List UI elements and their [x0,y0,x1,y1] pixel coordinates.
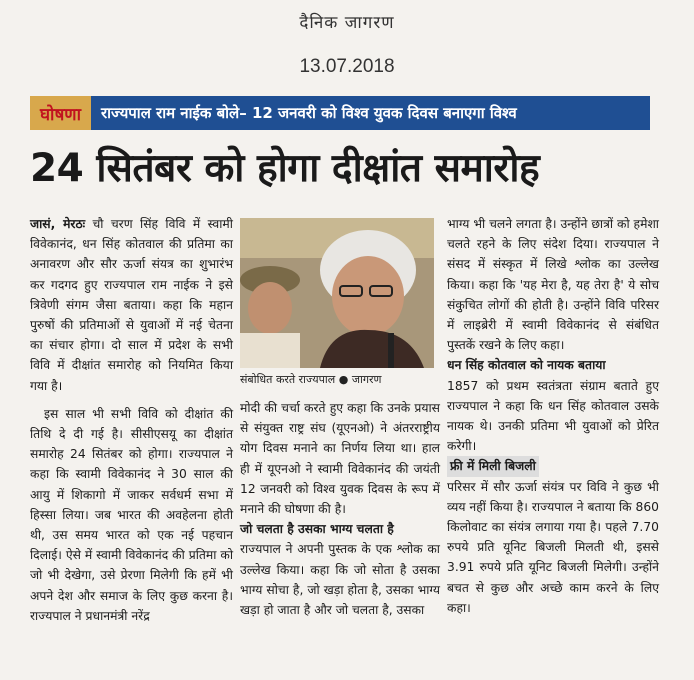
article-column-2 [240,398,440,620]
column-3-paragraph-2: 1857 को प्रथम स्वतंत्रता संग्राम बताते हुए राज्यपाल ने कहा कि धन सिंह कोतवाल उसके नायक थे। उनकी प्रतिमा भी युवाओं को प्रेरित करेगी। [447,378,659,454]
column-3-subheading-2: फ्री में मिली बिजली [447,456,539,476]
strap-text: राज्यपाल राम नाईक बोले– 12 जनवरी को विश्व युवक दिवस बनाएगा विश्व [100,104,517,122]
article-column-3 [447,214,659,618]
headline-strap [30,96,650,130]
column-1-paragraph-2: इस साल भी सभी विवि को दीक्षांत की तिथि दे दी गई है। सीसीएसयू का दीक्षांत समारोह 24 सितंबर को होगा। राज्यपाल ने कहा कि स्वामी विवेकानंद ने 30 साल की आयु में शिकागो में जाकर सर्वधर्म सभा में हिस्सा लिया। जब भारत की अवहेलना होती थी, उस समय भारत को एक नई पहचान दिलाई। ऐसे में स्वामी विवेकानंद की प्रतिमा को जो भी देखेगा, उसे प्रेरणा मिलेगी कि हमें भी अपने देश और समाज के लिए कुछ करना है। राज्यपाल ने प्रधानमंत्री नरेंद्र [30,406,233,623]
publication-date: 13.07.2018 [299,56,395,77]
column-3-paragraph-1: भाग्य भी चलने लगता है। उन्होंने छात्रों को हमेशा चलते रहने के लिए संदेश दिया। राज्यपाल ने संसद में संस्कृत में लिखे श्लोक का उल्लेख किया। कहा कि 'यह मेरा है, यह तेरा है' ये सोच संकुचित लोगों की होती है। उन्होंने विवि परिसर में लाइब्रेरी में स्वामी विवेकानंद से संबंधित पुस्तकें रखने के लिए कहा। [447,217,659,353]
photo-illustration [240,218,434,368]
column-1-text-1: चौ चरण सिंह विवि में स्वामी विवेकानंद, धन सिंह कोतवाल की प्रतिमा का अनावरण और सौर ऊर्जा संयत्र का शुभारंभ कर गदगद हुए राज्यपाल राम नाईक ने इसे त्रिवेणी संगम जैसा बताया। कहा कि महान पुरुषों की प्रतिमाओं से युवाओं में नई चेतना का संचार होगा। दो साल में प्रदेश के सभी विवि में दीक्षांत समारोह को नियमित किया गया है। [30,217,233,393]
article-column-1 [30,214,233,626]
column-2-paragraph-2: राज्यपाल ने अपनी पुस्तक के एक श्लोक का उल्लेख किया। कहा कि जो सोता है उसका भाग्य सोचा है, जो खड़ा होता है, उसका भाग्य खड़ा हो जाता है और जो चलता है, उसका [240,542,440,618]
column-2-paragraph-1: मोदी की चर्चा करते हुए कहा कि उनके प्रयास से संयुक्त राष्ट्र संघ (यूएनओ) ने अंतरराष्ट्रीय योग दिवस मनाने का निर्णय लिया था। हाल ही में यूएनओ ने स्वामी विवेकानंद की जयंती 12 जनवरी को विश्व युवक दिवस के रूप में मनाने की घोषणा की है। [240,401,440,517]
dateline: जासं, मेरठः [30,217,86,231]
column-3-subheading-1: धन सिंह कोतवाल को नायक बताया [447,358,606,373]
strap-label: घोषणा [30,96,91,130]
governor-photo [240,218,434,368]
newspaper-masthead: दैनिक जागरण [299,13,395,33]
column-3-subheading-2-wrap [447,456,659,476]
column-3-paragraph-3: परिसर में सौर ऊर्जा संयंत्र पर विवि ने कुछ भी व्यय नहीं किया है। राज्यपाल ने बताया कि 860 किलोवाट का संयंत्र लगाया गया है। पहले 7.70 रुपये प्रति यूनिट बिजली मिलती थी, इससे 3.91 रुपये प्रति यूनिट बिजली मिलेगी। उन्होंने बचत से कुछ और अच्छे काम करने के लिए कहा। [447,479,659,615]
article-headline: 24 सितंबर को होगा दीक्षांत समारोह [30,146,540,191]
photo-caption: संबोधित करते राज्यपाल ● जागरण [240,373,382,386]
column-1-paragraph-1 [30,214,233,396]
column-2-subheading: जो चलता है उसका भाग्य चलता है [240,522,394,537]
